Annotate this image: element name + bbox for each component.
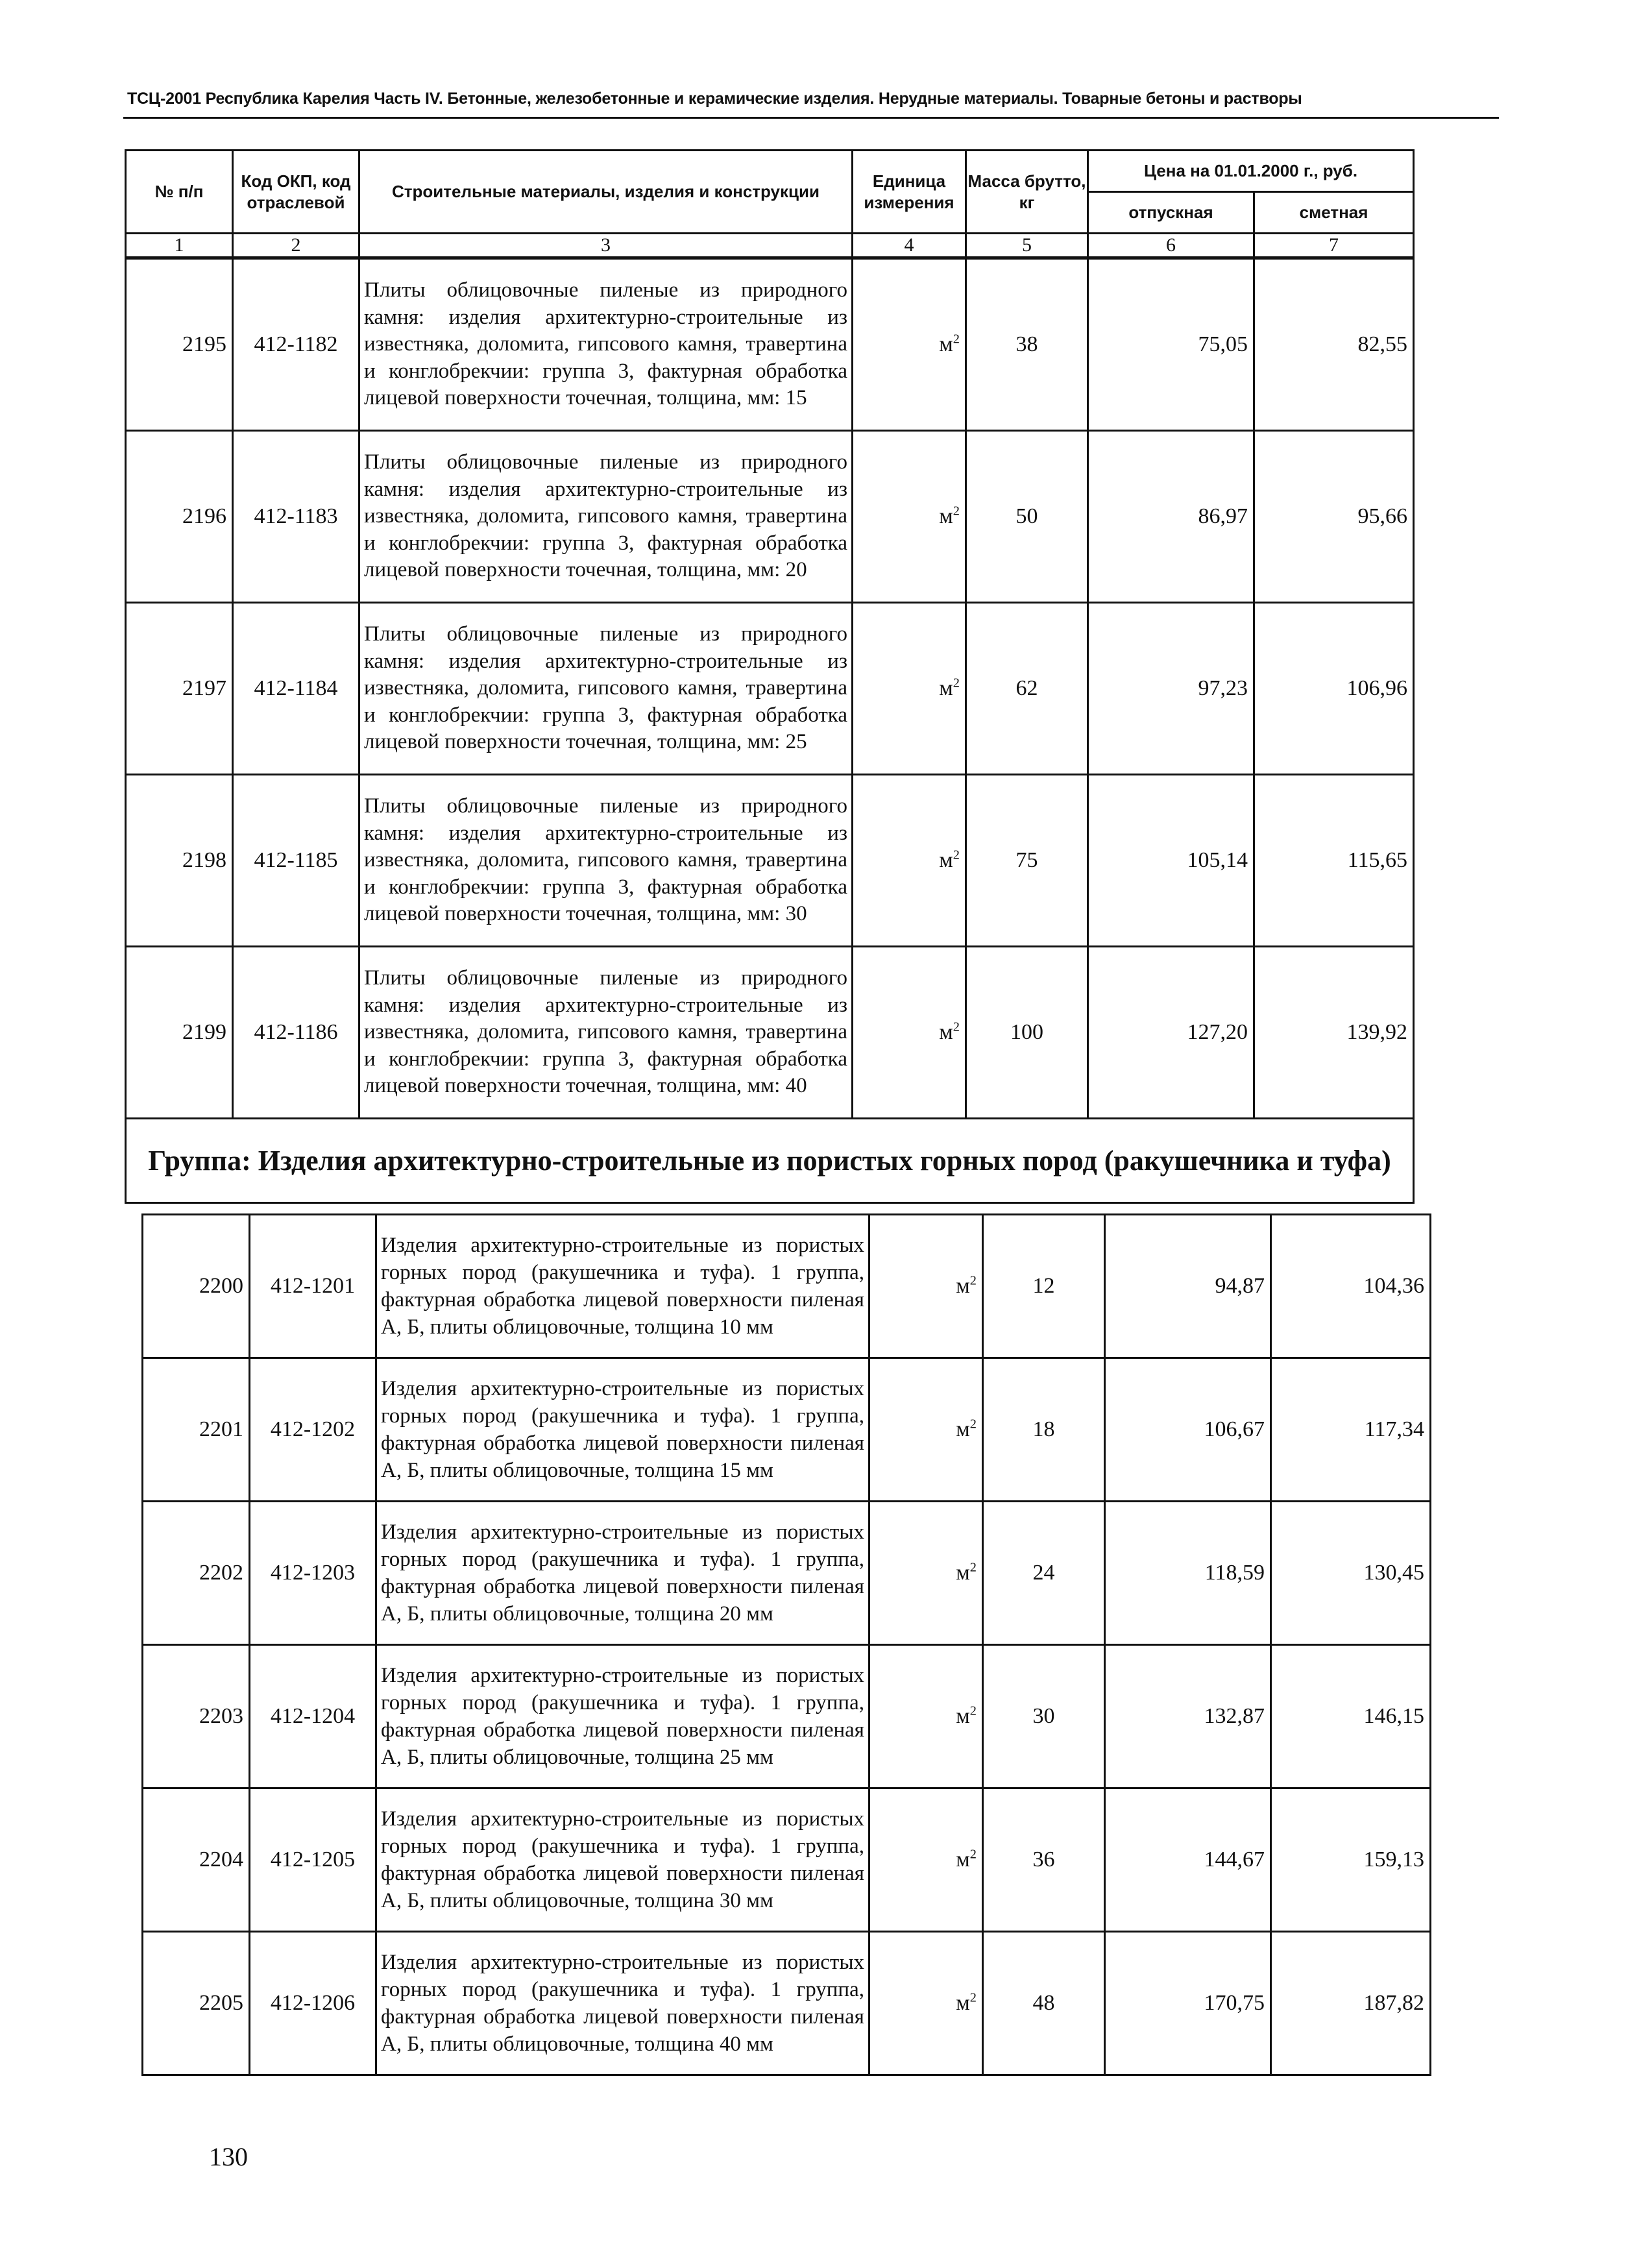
table-row (126, 603, 1414, 775)
price-release: 86,97 (1088, 431, 1254, 603)
price-release: 132,87 (1105, 1645, 1271, 1788)
unit-exponent: 2 (969, 1703, 977, 1718)
row-number: 2198 (126, 775, 233, 947)
row-number: 2203 (143, 1645, 250, 1788)
price-estimate: 106,96 (1254, 603, 1414, 775)
price-release: 97,23 (1088, 603, 1254, 775)
price-estimate: 139,92 (1254, 947, 1414, 1119)
unit-cell (853, 259, 966, 431)
unit-exponent: 2 (953, 504, 960, 518)
material-name: Плиты облицовочные пиленые из природного камня: изделия архитектурно-строительные из известняка, доломита, гипсового камня, травертина и конглобрекчии: группа 3, фактурная обработка лицевой поверхности точечная, толщина, мм: 40 (359, 947, 853, 1119)
unit-label: м (956, 1274, 970, 1298)
price-release: 170,75 (1105, 1932, 1271, 2075)
unit-exponent: 2 (953, 676, 960, 690)
col-number: 7 (1254, 234, 1414, 258)
material-name: Изделия архитектурно-строительные из пористых горных пород (ракушечника и туфа). 1 группа, фактурная обработка лицевой поверхности пиленая А, Б, плиты облицовочные, толщина 20 мм (376, 1502, 869, 1645)
row-number: 2196 (126, 431, 233, 603)
mass-value: 24 (983, 1502, 1105, 1645)
unit-exponent: 2 (953, 847, 960, 862)
mass-value: 30 (983, 1645, 1105, 1788)
price-table-section-a (125, 258, 1415, 1204)
table-row (143, 1645, 1431, 1788)
col-number: 3 (359, 234, 853, 258)
unit-label: м (956, 1991, 970, 2015)
unit-label: м (939, 676, 953, 700)
mass-value: 12 (983, 1215, 1105, 1358)
okp-code: 412-1184 (233, 603, 359, 775)
material-name: Плиты облицовочные пиленые из природного камня: изделия архитектурно-строительные из известняка, доломита, гипсового камня, травертина и конглобрекчии: группа 3, фактурная обработка лицевой поверхности точечная, толщина, мм: 30 (359, 775, 853, 947)
mass-value: 100 (966, 947, 1088, 1119)
unit-cell (869, 1788, 983, 1932)
table-row (143, 1215, 1431, 1358)
group-title: Группа: Изделия архитектурно-строительные из пористых горных пород (ракушечника и туфа) (126, 1119, 1414, 1203)
table-row (126, 431, 1414, 603)
price-estimate: 146,15 (1271, 1645, 1431, 1788)
unit-exponent: 2 (969, 1990, 977, 2005)
price-estimate: 82,55 (1254, 259, 1414, 431)
col-number: 2 (233, 234, 359, 258)
price-release: 105,14 (1088, 775, 1254, 947)
material-name: Изделия архитектурно-строительные из пористых горных пород (ракушечника и туфа). 1 группа, фактурная обработка лицевой поверхности пиленая А, Б, плиты облицовочные, толщина 40 мм (376, 1932, 869, 2075)
price-estimate: 159,13 (1271, 1788, 1431, 1932)
material-name: Плиты облицовочные пиленые из природного камня: изделия архитектурно-строительные из известняка, доломита, гипсового камня, травертина и конглобрекчии: группа 3, фактурная обработка лицевой поверхности точечная, толщина, мм: 15 (359, 259, 853, 431)
table-row (143, 1502, 1431, 1645)
col-header-price-estimate: сметная (1254, 192, 1414, 234)
okp-code: 412-1201 (250, 1215, 376, 1358)
unit-label: м (939, 504, 953, 528)
row-number: 2205 (143, 1932, 250, 2075)
unit-label: м (939, 1020, 953, 1044)
price-estimate: 187,82 (1271, 1932, 1431, 2075)
unit-cell (869, 1932, 983, 2075)
mass-value: 50 (966, 431, 1088, 603)
unit-label: м (956, 1417, 970, 1441)
table-row (143, 1932, 1431, 2075)
mass-value: 18 (983, 1358, 1105, 1502)
price-release: 127,20 (1088, 947, 1254, 1119)
unit-exponent: 2 (969, 1273, 977, 1288)
table-row (126, 259, 1414, 431)
unit-label: м (939, 848, 953, 872)
mass-value: 62 (966, 603, 1088, 775)
unit-label: м (956, 1704, 970, 1728)
material-name: Изделия архитектурно-строительные из пористых горных пород (ракушечника и туфа). 1 группа, фактурная обработка лицевой поверхности пиленая А, Б, плиты облицовочные, толщина 30 мм (376, 1788, 869, 1932)
unit-exponent: 2 (969, 1417, 977, 1432)
unit-exponent: 2 (969, 1560, 977, 1575)
table-row (143, 1788, 1431, 1932)
price-table-section-b (141, 1213, 1431, 2076)
unit-cell (853, 431, 966, 603)
table-row (143, 1358, 1431, 1502)
group-title-row (126, 1119, 1414, 1203)
row-number: 2195 (126, 259, 233, 431)
row-number: 2197 (126, 603, 233, 775)
row-number: 2204 (143, 1788, 250, 1932)
price-release: 106,67 (1105, 1358, 1271, 1502)
row-number: 2201 (143, 1358, 250, 1502)
price-release: 75,05 (1088, 259, 1254, 431)
price-estimate: 115,65 (1254, 775, 1414, 947)
mass-value: 48 (983, 1932, 1105, 2075)
okp-code: 412-1182 (233, 259, 359, 431)
row-number: 2200 (143, 1215, 250, 1358)
material-name: Плиты облицовочные пиленые из природного камня: изделия архитектурно-строительные из известняка, доломита, гипсового камня, травертина и конглобрекчии: группа 3, фактурная обработка лицевой поверхности точечная, толщина, мм: 25 (359, 603, 853, 775)
okp-code: 412-1185 (233, 775, 359, 947)
col-header-price-release: отпускная (1088, 192, 1254, 234)
table-row (126, 947, 1414, 1119)
col-number: 6 (1088, 234, 1254, 258)
price-estimate: 95,66 (1254, 431, 1414, 603)
page-number: 130 (209, 2142, 248, 2171)
unit-cell (869, 1358, 983, 1502)
col-header-name: Строительные материалы, изделия и конструкции (359, 151, 853, 234)
unit-exponent: 2 (953, 1019, 960, 1034)
price-estimate: 104,36 (1271, 1215, 1431, 1358)
unit-cell (869, 1215, 983, 1358)
okp-code: 412-1202 (250, 1358, 376, 1502)
col-header-num: № п/п (126, 151, 233, 234)
unit-cell (853, 775, 966, 947)
col-header-unit: Единица измерения (853, 151, 966, 234)
material-name: Плиты облицовочные пиленые из природного камня: изделия архитектурно-строительные из известняка, доломита, гипсового камня, травертина и конглобрекчии: группа 3, фактурная обработка лицевой поверхности точечная, толщина, мм: 20 (359, 431, 853, 603)
mass-value: 75 (966, 775, 1088, 947)
col-header-mass: Масса брутто, кг (966, 151, 1088, 234)
price-estimate: 130,45 (1271, 1502, 1431, 1645)
unit-label: м (956, 1847, 970, 1872)
unit-cell (853, 947, 966, 1119)
mass-value: 36 (983, 1788, 1105, 1932)
unit-exponent: 2 (953, 332, 960, 347)
table-row (126, 775, 1414, 947)
mass-value: 38 (966, 259, 1088, 431)
unit-cell (853, 603, 966, 775)
material-name: Изделия архитектурно-строительные из пористых горных пород (ракушечника и туфа). 1 группа, фактурная обработка лицевой поверхности пиленая А, Б, плиты облицовочные, толщина 25 мм (376, 1645, 869, 1788)
row-number: 2202 (143, 1502, 250, 1645)
material-name: Изделия архитектурно-строительные из пористых горных пород (ракушечника и туфа). 1 группа, фактурная обработка лицевой поверхности пиленая А, Б, плиты облицовочные, толщина 10 мм (376, 1215, 869, 1358)
col-header-price-group: Цена на 01.01.2000 г., руб. (1088, 151, 1414, 192)
okp-code: 412-1204 (250, 1645, 376, 1788)
price-release: 118,59 (1105, 1502, 1271, 1645)
okp-code: 412-1203 (250, 1502, 376, 1645)
unit-exponent: 2 (969, 1847, 977, 1862)
okp-code: 412-1186 (233, 947, 359, 1119)
col-number: 1 (126, 234, 233, 258)
col-number: 4 (853, 234, 966, 258)
running-header: ТСЦ-2001 Республика Карелия Часть IV. Бетонные, железобетонные и керамические изделия. Нерудные материалы. Товарные бетоны и растворы (127, 90, 1302, 108)
col-header-okp: Код ОКП, код отраслевой (233, 151, 359, 234)
okp-code: 412-1183 (233, 431, 359, 603)
unit-cell (869, 1645, 983, 1788)
column-numbers-row (126, 234, 1414, 258)
column-header-table (125, 149, 1415, 258)
okp-code: 412-1206 (250, 1932, 376, 2075)
row-number: 2199 (126, 947, 233, 1119)
unit-cell (869, 1502, 983, 1645)
okp-code: 412-1205 (250, 1788, 376, 1932)
col-number: 5 (966, 234, 1088, 258)
unit-label: м (956, 1561, 970, 1585)
price-release: 144,67 (1105, 1788, 1271, 1932)
price-estimate: 117,34 (1271, 1358, 1431, 1502)
header-rule (123, 117, 1499, 119)
price-release: 94,87 (1105, 1215, 1271, 1358)
material-name: Изделия архитектурно-строительные из пористых горных пород (ракушечника и туфа). 1 группа, фактурная обработка лицевой поверхности пиленая А, Б, плиты облицовочные, толщина 15 мм (376, 1358, 869, 1502)
unit-label: м (939, 332, 953, 356)
